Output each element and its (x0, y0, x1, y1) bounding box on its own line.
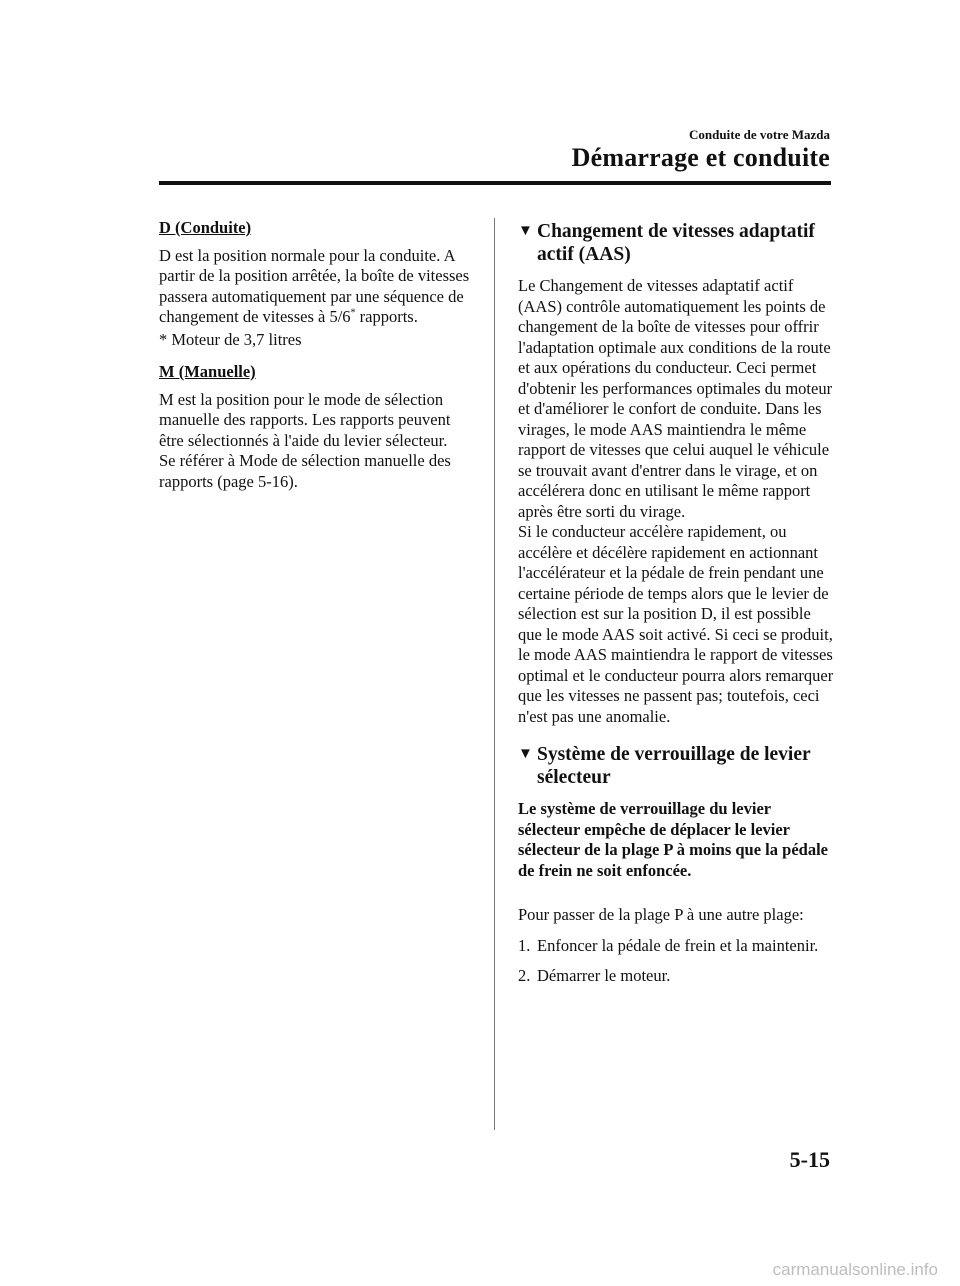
footnote-marker: * (350, 307, 356, 319)
column-divider (494, 218, 495, 1130)
d-text-end: rapports. (355, 307, 418, 326)
lock-intro: Pour passer de la plage P à une autre plage: (518, 905, 804, 924)
d-text: D est la position normale pour la conduite. A partir de la position arrêtée, la boîte de vitesses passera automatiquement par une séquence de changement de vitesses à 5/6 (159, 245, 470, 326)
aas-paragraph-1: Le Changement de vitesses adaptatif actif (AAS) contrôle automatiquement les points de changement de la boîte de vitesses pour offrir l'adaptation optimale aux conditions de la route et aux opérations du conducteur. Ceci permet d'obtenir les performances optimales du moteur et d'améliorer le confort de conduite. Dans les virages, le mode AAS maintiendra le même rapport de vitesses que celui auquel le véhicule se trouvait avant d'entrer dans le virage, et on accélérera donc en utilisant le même rapport après être sorti du virage. (518, 276, 833, 521)
page-number: 5-15 (789, 1147, 830, 1172)
m-reference: Se référer à Mode de sélection manuelle des rapports (page 5-16). (159, 451, 451, 491)
m-paragraph: M est la position pour le mode de sélection manuelle des rapports. Les rapports peuvent être sélectionnés à l'aide du levier sélecteur. (159, 389, 451, 450)
aas-heading-text: Changement de vitesses adaptatif actif (AAS) (537, 221, 815, 265)
lock-heading-text: Système de verrouillage de levier sélecteur (537, 744, 811, 788)
triangle-down-icon: ▼ (518, 223, 533, 239)
d-heading: D (Conduite) (159, 218, 252, 237)
lock-heading (518, 743, 834, 789)
watermark: carmanualsonline.info (772, 1260, 938, 1279)
aas-heading (518, 220, 834, 266)
footnote: * Moteur de 3,7 litres (159, 329, 302, 349)
list-item-number: 1. (518, 935, 531, 955)
page-title: Démarrage et conduite (571, 143, 830, 172)
triangle-down-icon: ▼ (518, 746, 533, 762)
d-paragraph (159, 246, 477, 328)
list-item-text: Démarrer le moteur. (537, 966, 671, 985)
list-item-number: 2. (518, 966, 531, 985)
m-heading: M (Manuelle) (159, 362, 256, 381)
aas-paragraph-2: Si le conducteur accélère rapidement, ou accélère et décélère rapidement en actionnant l'accélérateur et la pédale de frein pendant une certaine période de temps alors que le levier de sélection est sur la position D, il est possible que le mode AAS soit activé. Si ceci se produit, le mode AAS maintiendra le rapport de vitesses optimal et le conducteur pourra alors remarquer que les vitesses ne passent pas; toutefois, ceci n'est pas une anomalie. (518, 522, 834, 726)
lock-warning: Le système de verrouillage du levier sélecteur empêche de déplacer le levier sélecteur de la plage P à moins que la pédale de frein ne soit enfoncée. (518, 799, 828, 880)
list-item (518, 966, 834, 987)
list-item (518, 936, 834, 957)
header-subtitle: Conduite de votre Mazda (689, 127, 830, 142)
right-column (518, 220, 834, 997)
header-rule (159, 181, 831, 185)
list-item-text: Enfoncer la pédale de frein et la maintenir. (537, 935, 819, 955)
left-column (159, 218, 477, 502)
